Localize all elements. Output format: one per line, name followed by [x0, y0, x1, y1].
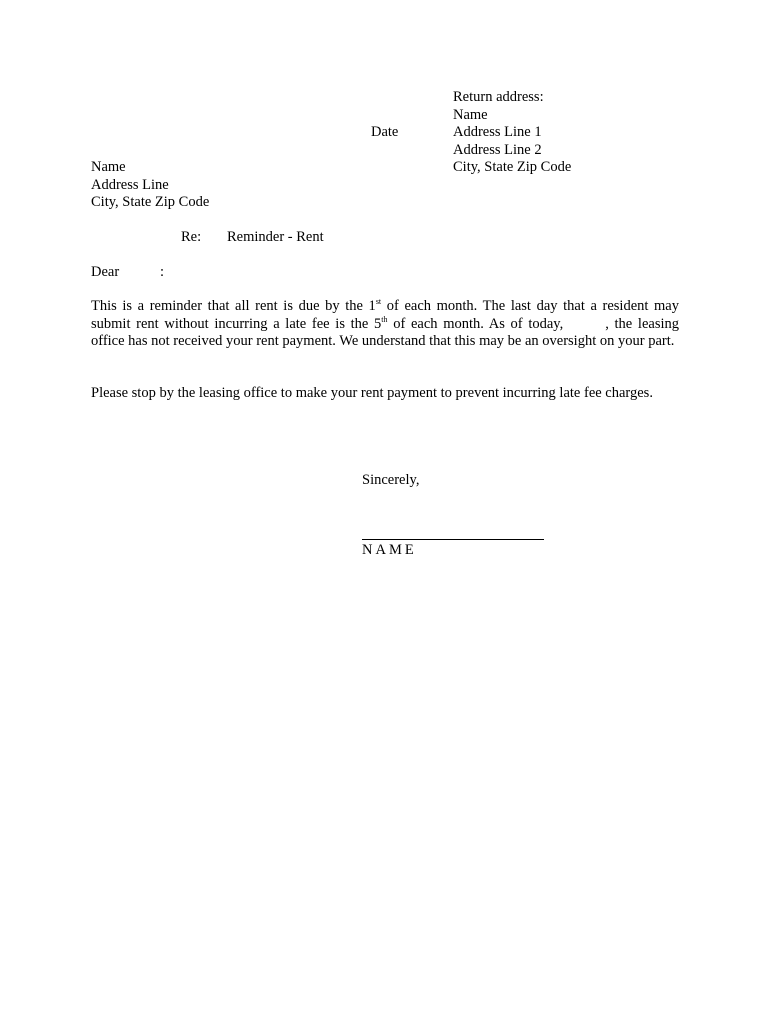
closing-sincerely: Sincerely,	[362, 472, 420, 488]
return-address-name: Name	[453, 106, 488, 123]
ordinal-suffix-st: st	[375, 297, 382, 307]
recipient-address-block	[91, 159, 209, 212]
subject-text: Reminder - Rent	[227, 229, 324, 245]
salutation-dear: Dear	[91, 264, 120, 280]
return-address-line-2: Address Line 2	[453, 141, 542, 158]
ordinal-suffix-th: th	[381, 314, 388, 324]
return-address-city-state-zip: City, State Zip Code	[453, 159, 572, 175]
date-label: Date	[371, 124, 399, 140]
paragraph-1-part-b: of each month. The last day that a resident may submit rent without incurring a late fee is the 5	[91, 298, 679, 332]
body-paragraph-2: Please stop by the leasing office to make your rent payment to prevent incurring late fee charges.	[91, 385, 653, 401]
paragraph-1-part-d: , the leasing office has not received your rent payment. We understand that this may be an oversight on your part.	[91, 315, 679, 349]
salutation-colon: :	[160, 264, 165, 280]
recipient-name: Name	[91, 159, 126, 175]
paragraph-1-part-a: This is a reminder that all rent is due by the 1	[91, 298, 376, 314]
return-address-line-1: Address Line 1	[453, 124, 542, 140]
recipient-address-line: Address Line	[91, 176, 169, 193]
body-paragraph-1	[91, 298, 679, 351]
signature-line	[362, 539, 544, 540]
return-address-block	[453, 89, 571, 177]
signature-name: NAME	[362, 542, 417, 558]
paragraph-1-part-c: of each month. As of today,	[387, 315, 564, 332]
return-address-heading: Return address:	[453, 89, 544, 105]
recipient-city-state-zip: City, State Zip Code	[91, 194, 210, 210]
subject-re-label: Re:	[181, 229, 202, 245]
